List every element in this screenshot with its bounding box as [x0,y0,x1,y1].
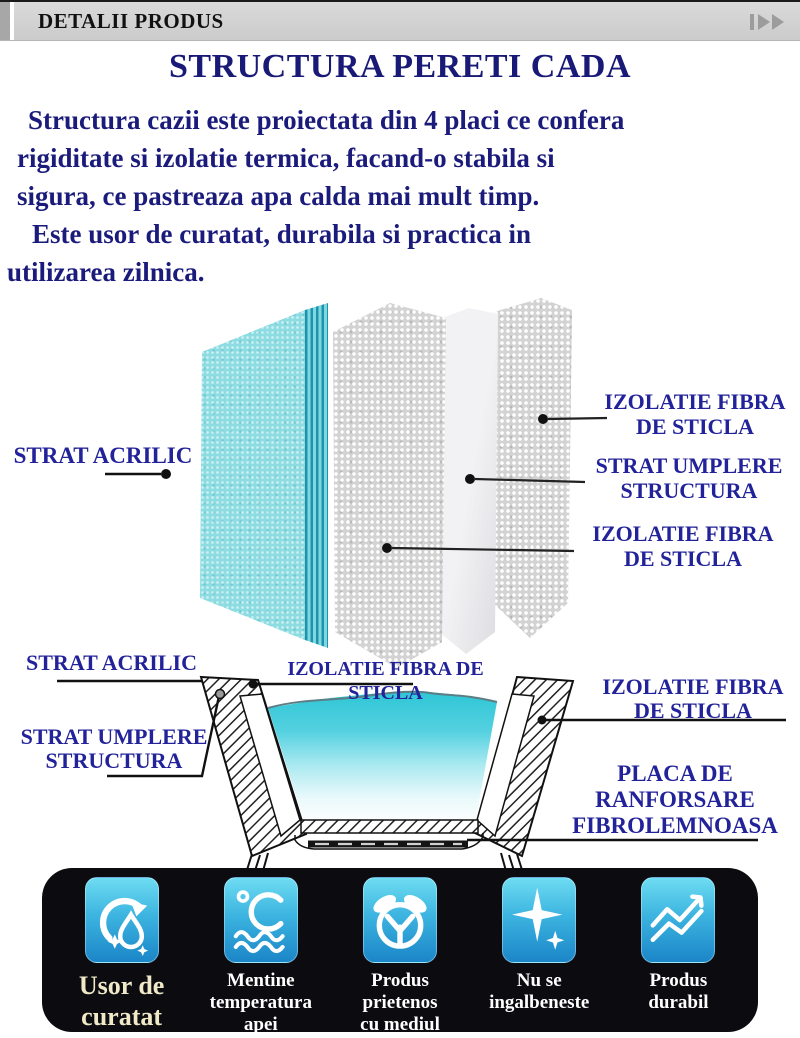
intro-paragraph [0,101,800,291]
fast-forward-icon[interactable] [748,11,788,38]
easy-clean-icon [85,877,159,963]
tub-label-placa: PLACA DE RANFORSARE FIBROLEMNOASA [572,761,778,838]
tub-label-izolatie-right: IZOLATIE FIBRA DE STICLA [602,674,784,723]
feature-label: Produs prietenos cu mediul [360,970,440,1035]
page-title: STRUCTURA PERETI CADA [168,48,631,85]
tub-cross-section [0,648,800,878]
no-yellowing-icon [502,877,576,963]
features-strip [42,868,758,1035]
tub-label-izolatie-top: IZOLATIE FIBRA DE STICLA [287,658,484,704]
feature-label: Mentine temperatura apei [209,970,312,1035]
label-izolatie-fibra-1: IZOLATIE FIBRA DE STICLA [604,389,786,439]
label-izolatie-fibra-2: IZOLATIE FIBRA DE STICLA [592,521,774,571]
temperature-icon [224,877,298,963]
durable-icon [641,877,715,963]
intro-line: Este usor de curatat, durabila si practica in [32,219,531,249]
eco-friendly-icon [363,877,437,963]
tub-label-strat-umplere: STRAT UMPLERE STRUCTURA [20,724,208,773]
label-strat-acrilic: STRAT ACRILIC [13,443,193,468]
intro-line: Structura cazii este proiectata din 4 placi ce confera [28,105,625,135]
feature-no-yellowing [470,868,609,1032]
feature-easy-clean [52,868,191,1032]
feature-temperature [191,868,330,1035]
feature-eco [330,868,469,1035]
label-strat-umplere: STRAT UMPLERE STRUCTURA [595,453,783,503]
tub-label-strat-acrilic: STRAT ACRILIC [26,650,197,675]
intro-line: rigiditate si izolatie termica, facand-o stabila si [17,143,555,173]
intro-line: sigura, ce pastreaza apa calda mai mult timp. [17,181,540,211]
feature-label: Nu se ingalbeneste [489,970,590,1013]
header-accent-stripe [0,2,14,40]
header-title: DETALII PRODUS [38,9,224,33]
header-bar [0,2,800,41]
feature-durable [609,868,748,1032]
feature-label: Produs durabil [648,970,709,1013]
feature-label: Usor de curatat [78,971,165,1031]
layers-diagram [0,296,800,664]
intro-line: utilizarea zilnica. [7,257,205,287]
